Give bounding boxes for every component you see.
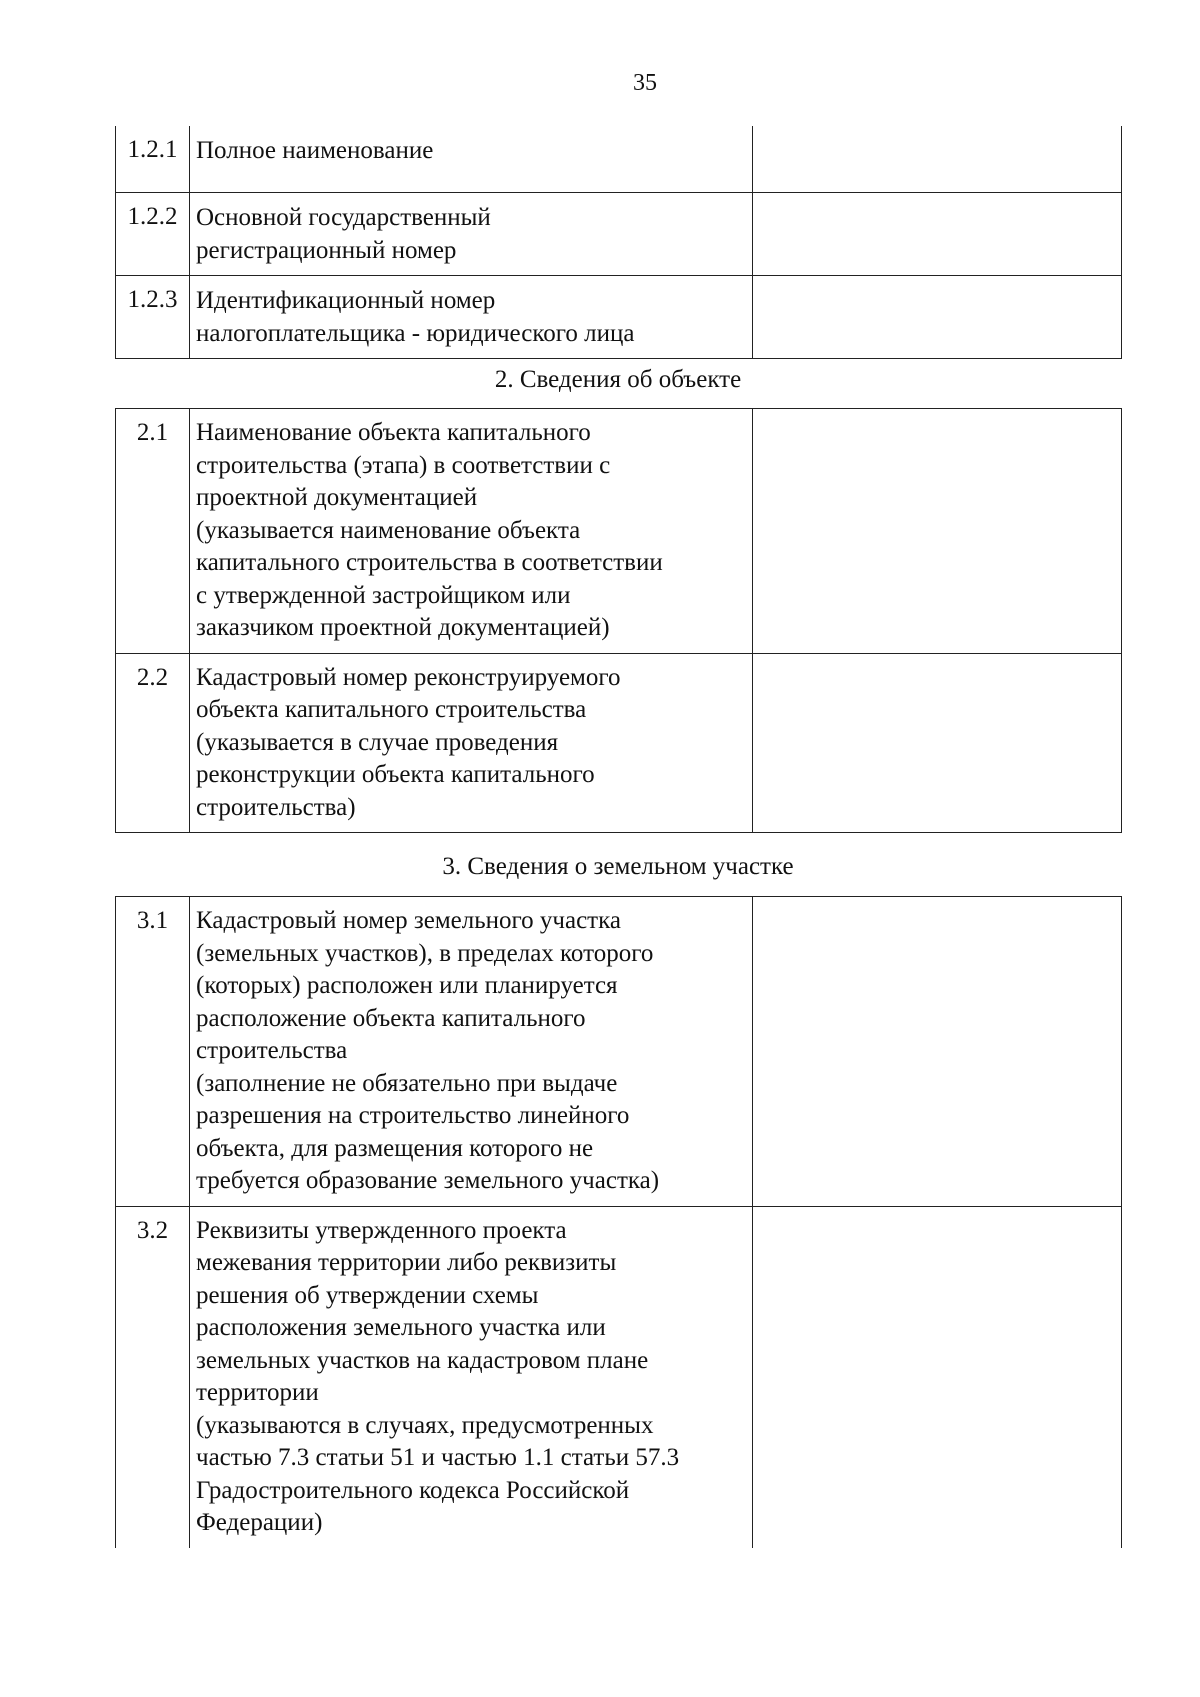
row-label: Наименование объекта капитального строительства (этапа) в соответствии с проектной документацией (указывается наименование объекта капитального строительства в соответствии с утвержденной застройщиком или заказчиком проектной документацией) bbox=[190, 409, 753, 654]
row-number: 2.2 bbox=[116, 653, 190, 833]
section-2-heading: 2. Сведения об объекте bbox=[494, 366, 742, 393]
table-row bbox=[116, 653, 1122, 833]
row-number: 3.1 bbox=[116, 897, 190, 1207]
section-3-table bbox=[115, 896, 1122, 1548]
row-label: Идентификационный номер налогоплательщика - юридического лица bbox=[190, 276, 753, 359]
row-number: 1.2.3 bbox=[116, 276, 190, 359]
row-value-cell[interactable] bbox=[753, 1206, 1122, 1548]
row-label: Кадастровый номер реконструируемого объекта капитального строительства (указывается в случае проведения реконструкции объекта капитального строительства) bbox=[190, 653, 753, 833]
row-label: Основной государственный регистрационный номер bbox=[190, 193, 753, 276]
table-row bbox=[116, 897, 1122, 1207]
table-row bbox=[116, 126, 1122, 193]
row-label: Полное наименование bbox=[190, 126, 753, 193]
row-value-cell[interactable] bbox=[753, 653, 1122, 833]
row-value-cell[interactable] bbox=[753, 897, 1122, 1207]
row-value-cell[interactable] bbox=[753, 276, 1122, 359]
section-1-table bbox=[115, 126, 1122, 359]
row-number: 1.2.1 bbox=[116, 126, 190, 193]
page-number: 35 bbox=[633, 70, 657, 96]
table-row bbox=[116, 193, 1122, 276]
row-value-cell[interactable] bbox=[753, 193, 1122, 276]
row-label: Реквизиты утвержденного проекта межевания территории либо реквизиты решения об утверждении схемы расположения земельного участка или земельных участков на кадастровом плане территории (указываются в случаях, предусмотренных частью 7.3 статьи 51 и частью 1.1 статьи 57.3 Градостроительного кодекса Российской Федерации) bbox=[190, 1206, 753, 1548]
row-number: 1.2.2 bbox=[116, 193, 190, 276]
table-row bbox=[116, 276, 1122, 359]
row-value-cell[interactable] bbox=[753, 409, 1122, 654]
table-row bbox=[116, 409, 1122, 654]
table-row bbox=[116, 1206, 1122, 1548]
row-value-cell[interactable] bbox=[753, 126, 1122, 193]
row-number: 3.2 bbox=[116, 1206, 190, 1548]
row-number: 2.1 bbox=[116, 409, 190, 654]
row-label: Кадастровый номер земельного участка (земельных участков), в пределах которого (которых) расположен или планируется расположение объекта капитального строительства (заполнение не обязательно при выдаче разрешения на строительство линейного объекта, для размещения которого не требуется образование земельного участка) bbox=[190, 897, 753, 1207]
section-2-table bbox=[115, 408, 1122, 833]
section-3-heading: 3. Сведения о земельном участке bbox=[442, 853, 794, 880]
